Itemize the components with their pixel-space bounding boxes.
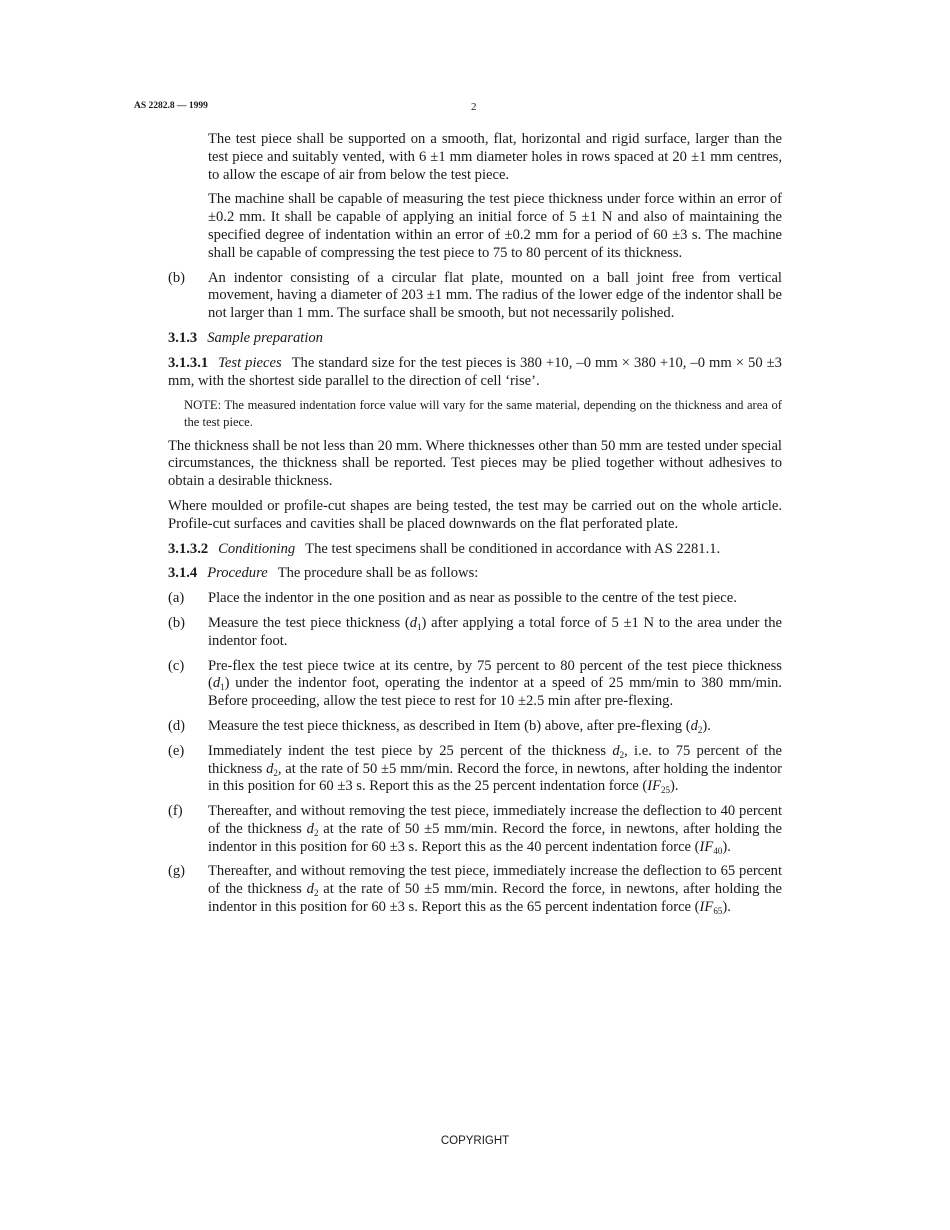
list-item-text: Measure the test piece thickness $(d_1)$ after applying a total force of 5 ±1 N to the area under the indentor foot. [208, 614, 783, 649]
note: NOTE: The measured indentation force value will vary for the same material, depending on the thickness and area of the test piece. [184, 398, 782, 429]
variable: d [212, 675, 221, 692]
list-item-label: (e) [168, 742, 185, 759]
list-item-indentor [168, 270, 782, 323]
list-item-text: Measure the test piece thickness, as described in Item (b) above, after pre-flexing $(d_2)$. [208, 717, 711, 735]
list-item-text: An indentor consisting of a circular flat plate, mounted on a ball joint free from vertical movement, having a diameter of 203 ±1 mm. The radius of the lower edge of the indentor shall be not larger than 1 mm. The surface shall be smooth, but not necessarily polished. [208, 269, 782, 322]
section-title: Sample preparation [207, 329, 323, 346]
list-item-text: Thereafter, and without removing the test piece, immediately increase the deflection to 40 percent of the thickness $d_2$ at the rate of 50 ±5 mm/min. Record the force, in newtons, after holding the indentor in this position for 60 ±3 s. Report this as the 40 percent indentation force $(IF_{40})$. [208, 803, 782, 856]
section-3-1-4 [168, 565, 782, 583]
section-text: The standard size for the test pieces is 380 +10, –0 mm × 380 +10, –0 mm × 50 ±3 mm, with the shortest side parallel to the direction of cell ‘rise’. [168, 354, 782, 389]
section-text: The test specimens shall be conditioned in accordance with AS 2281.1. [305, 540, 721, 557]
document-body [168, 131, 782, 924]
variable: IF [647, 778, 662, 795]
variable: d [306, 820, 314, 837]
list-item-label: (f) [168, 803, 183, 820]
paragraph-thickness: The thickness shall be not less than 20 mm. Where thicknesses other than 50 mm are tested under special circumstances, the thickness shall be reported. Test pieces may be plied together without adhesives to obtain a desirable thickness. [168, 437, 782, 490]
variable: d [306, 881, 314, 898]
list-item-text: Pre-flex the test piece twice at its centre, by 75 percent to 80 percent of the test piece thickness $(d_1)$ under the indentor foot, operating the indentor at a speed of 25 mm/min to 380 mm/min. Before proceeding, allow the test piece to rest for 10 ±2.5 min after pre-flexing. [208, 657, 782, 710]
section-number: 3.1.3.2 [168, 540, 209, 557]
variable: d [690, 717, 698, 734]
variable: d [409, 614, 418, 631]
list-item-text: Place the indentor in the one position and as near as possible to the centre of the test piece. [208, 590, 737, 607]
list-item-text: Thereafter, and without removing the test piece, immediately increase the deflection to 65 percent of the thickness $d_2$ at the rate of 50 ±5 mm/min. Record the force, in newtons, after holding the indentor in this position for 60 ±3 s. Report this as the 65 percent indentation force $(IF_{65})$. [208, 863, 782, 917]
standard-designation: AS 2282.8 — 1999 [134, 101, 208, 111]
variable: IF [699, 899, 714, 916]
section-text: The procedure shall be as follows: [277, 565, 479, 582]
section-heading-3-1-3 [168, 330, 782, 348]
list-item-label: (b) [168, 614, 186, 631]
list-item-label: (g) [168, 863, 186, 880]
procedure-step-d [168, 718, 782, 736]
section-title: Procedure [207, 565, 268, 582]
section-3-1-3-1 [168, 355, 782, 391]
procedure-step-c [168, 658, 782, 711]
paragraph-moulded-shapes: Where moulded or profile-cut shapes are being tested, the test may be carried out on the whole article. Profile-cut surfaces and cavities shall be placed downwards on the flat perforated plate. [168, 497, 782, 532]
variable: IF [699, 838, 714, 855]
procedure-step-e [168, 743, 782, 796]
procedure-step-a [168, 590, 782, 608]
section-number: 3.1.4 [168, 565, 198, 582]
procedure-step-b [168, 615, 782, 651]
list-item-text: Immediately indent the test piece by 25 percent of the thickness $d_2$, i.e. to 75 percent of the thickness $d_2$, at the rate of 50 ±5 mm/min. Record the force, in newtons, after holding the indentor in this position for 60 ±3 s. Report this as the 25 percent indentation force $(IF_{25})$. [208, 742, 783, 796]
section-number: 3.1.3 [168, 329, 198, 346]
section-3-1-3-2 [168, 541, 782, 559]
section-number: 3.1.3.1 [168, 354, 209, 371]
procedure-step-g [168, 863, 782, 916]
variable: d [266, 760, 274, 777]
procedure-step-f [168, 803, 782, 856]
section-title: Test pieces [218, 354, 282, 371]
copyright-footer: COPYRIGHT [440, 1135, 510, 1147]
list-item-label: (b) [168, 269, 186, 286]
list-item-label: (a) [168, 590, 185, 607]
paragraph-support-surface: The test piece shall be supported on a smooth, flat, horizontal and rigid surface, larger than the test piece and suitably vented, with 6 ±1 mm diameter holes in rows spaced at 20 ±1 mm centres, to allow the escape of air from below the test piece. [208, 131, 782, 183]
variable: d [612, 742, 620, 759]
page-number: 2 [471, 101, 477, 113]
section-title: Conditioning [218, 540, 296, 557]
list-item-label: (c) [168, 657, 185, 674]
list-item-label: (d) [168, 717, 186, 734]
paragraph-machine-capability: The machine shall be capable of measuring the test piece thickness under force within an error of ±0.2 mm. It shall be capable of applying an initial force of 5 ±1 N and also of maintaining the specified degree of indentation within an error of ±0.2 mm for a period of 60 ±3 s. The machine shall be capable of compressing the test piece to 75 to 80 percent of its thickness. [208, 191, 782, 261]
